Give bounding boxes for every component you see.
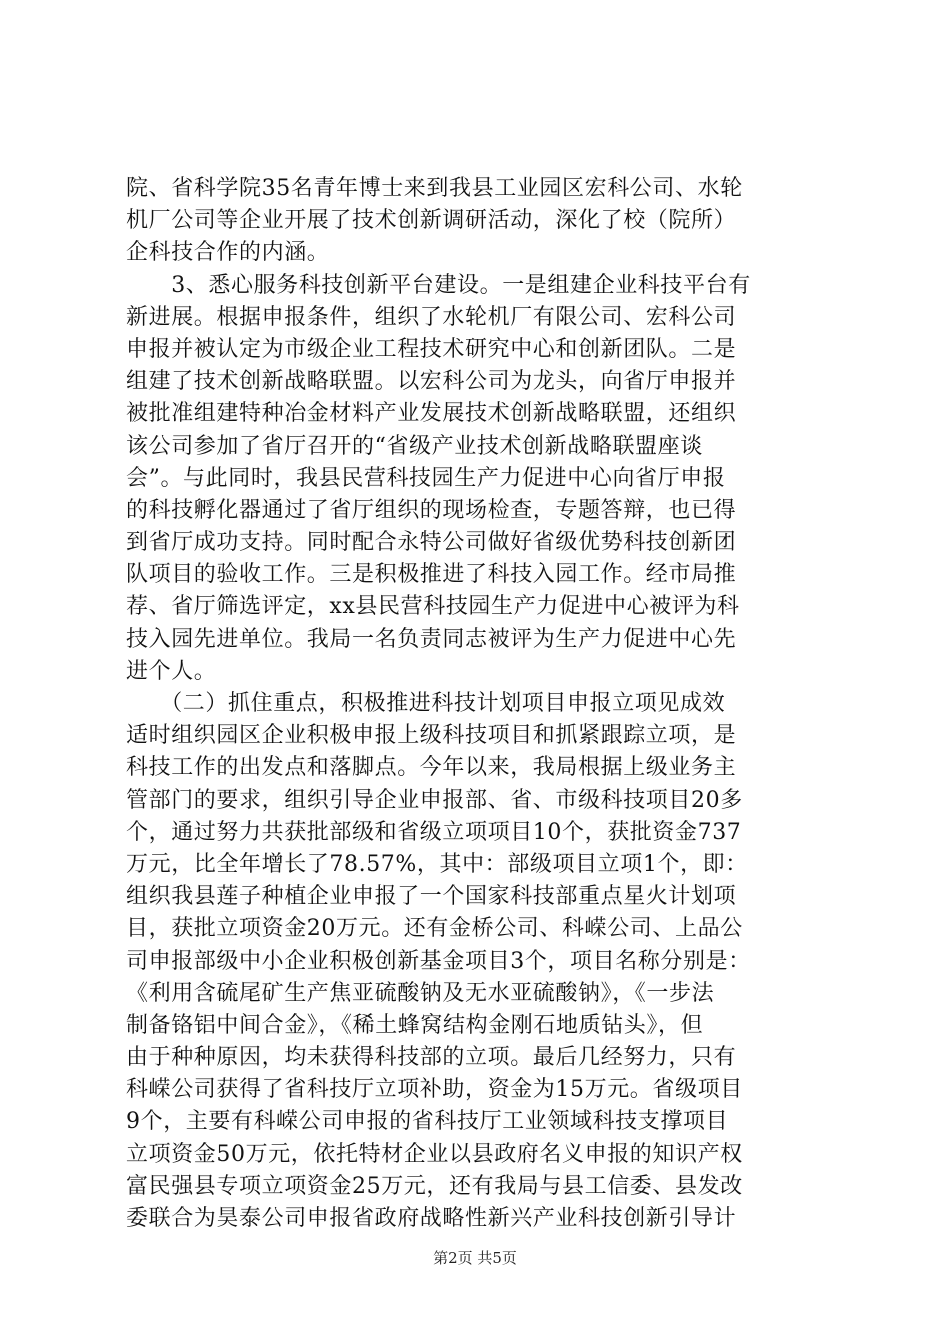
text-line: 由于种种原因，均未获得科技部的立项。最后几经努力，只有 <box>126 1045 737 1071</box>
page-number-footer: 第2页 共5页 <box>433 1249 517 1267</box>
text-line: 申报并被认定为市级企业工程技术研究中心和创新团队。二是 <box>126 336 737 362</box>
text-line: 《利用含硫尾矿生产焦亚硫酸钠及无水亚硫酸钠》，《一步法 <box>126 980 715 1006</box>
text-line: 院、省科学院35名青年博士来到我县工业园区宏科公司、水轮 <box>126 176 743 201</box>
text-line: 队项目的验收工作。三是积极推进了科技入园工作。经市局推 <box>126 562 737 588</box>
text-line: 技入园先进单位。我局一名负责同志被评为生产力促进中心先 <box>126 626 737 652</box>
text-line: 目，获批立项资金20万元。还有金桥公司、科嵘公司、上品公 <box>126 916 743 942</box>
text-line: 该公司参加了省厅召开的“省级产业技术创新战略联盟座谈 <box>126 433 703 459</box>
text-line: 万元，比全年增长了78.57%，其中：部级项目立项1个，即： <box>126 851 748 877</box>
text-line: 个，通过努力共获批部级和省级立项项目10个，获批资金737 <box>126 819 742 845</box>
text-line: 被批准组建特种冶金材料产业发展技术创新战略联盟，还组织 <box>126 401 737 427</box>
text-line: 委联合为昊泰公司申报省政府战略性新兴产业科技创新引导计 <box>126 1206 737 1231</box>
text-line: 司申报部级中小企业积极创新基金项目3个，项目名称分别是： <box>126 948 751 974</box>
text-line: 进个人。 <box>126 658 217 684</box>
text-line: 适时组织园区企业积极申报上级科技项目和抓紧跟踪立项，是 <box>126 723 737 749</box>
text-line: 管部门的要求，组织引导企业申报部、省、市级科技项目20多 <box>126 787 743 813</box>
text-line: 的科技孵化器通过了省厅组织的现场检查，专题答辩，也已得 <box>126 497 737 523</box>
text-line: 9个，主要有科嵘公司申报的省科技厅工业领域科技支撑项目 <box>126 1109 729 1135</box>
text-line: 科嵘公司获得了省科技厅立项补助，资金为15万元。省级项目 <box>126 1077 743 1103</box>
text-line: 组建了技术创新战略联盟。以宏科公司为龙头，向省厅申报并 <box>126 369 737 395</box>
text-line: 富民强县专项立项资金25万元，还有我局与县工信委、县发改 <box>126 1173 743 1199</box>
text-line: 会”。与此同时，我县民营科技园生产力促进中心向省厅申报 <box>126 465 726 491</box>
text-line: 新进展。根据申报条件，组织了水轮机厂有限公司、宏科公司 <box>126 304 737 330</box>
text-line: 科技工作的出发点和落脚点。今年以来，我局根据上级业务主 <box>126 755 737 781</box>
text-line: 机厂公司等企业开展了技术创新调研活动，深化了校（院所） <box>126 208 737 234</box>
text-line: 制备铬铝中间合金》，《稀土蜂窝结构金刚石地质钻头》，但 <box>126 1012 704 1038</box>
document-body <box>126 173 830 1235</box>
text-line: 3、悉心服务科技创新平台建设。一是组建企业科技平台有 <box>126 272 751 298</box>
text-line: 组织我县莲子种植企业申报了一个国家科技部重点星火计划项 <box>126 884 737 910</box>
text-line: 荐、省厅筛选评定，xx县民营科技园生产力促进中心被评为科 <box>126 594 740 620</box>
text-line: 到省厅成功支持。同时配合永特公司做好省级优势科技创新团 <box>126 530 737 556</box>
text-line: 立项资金50万元，依托特材企业以县政府名义申报的知识产权 <box>126 1141 743 1167</box>
text-line: （二）抓住重点，积极推进科技计划项目申报立项见成效 <box>126 691 726 716</box>
text-line: 企科技合作的内涵。 <box>126 240 330 266</box>
